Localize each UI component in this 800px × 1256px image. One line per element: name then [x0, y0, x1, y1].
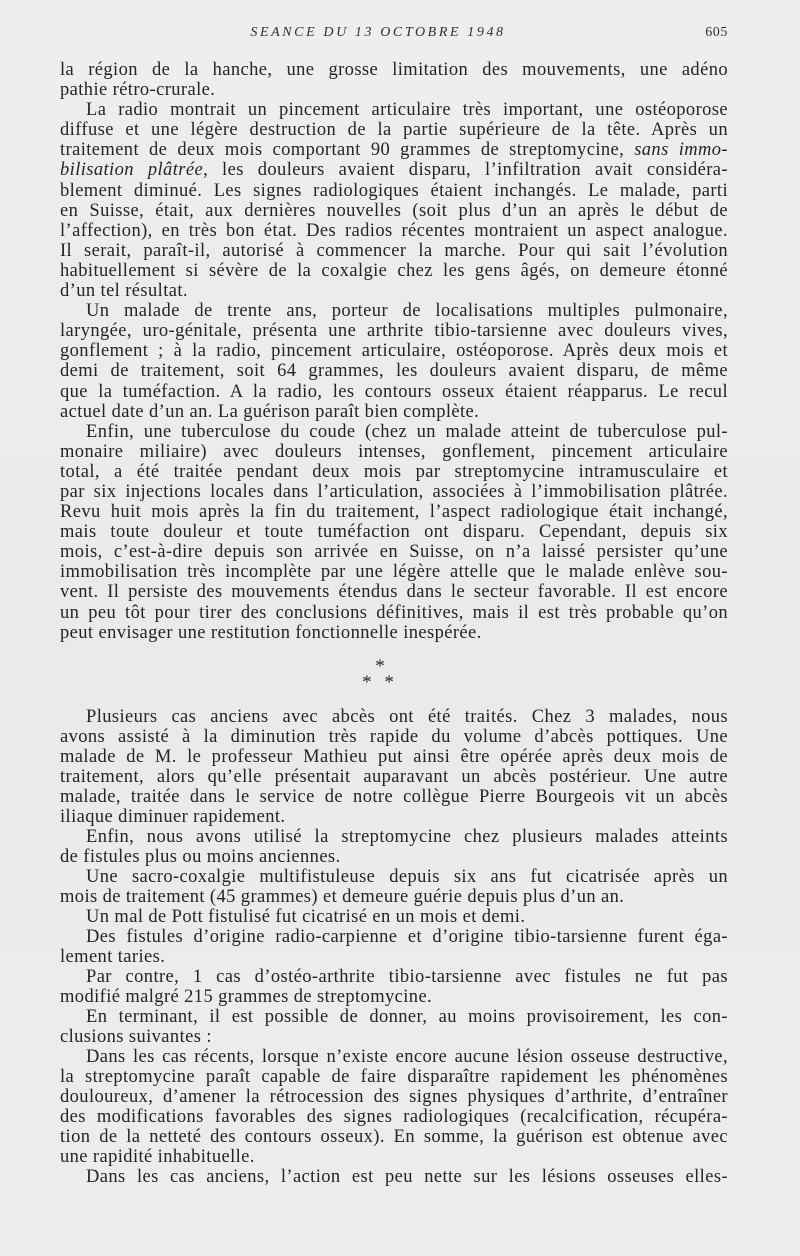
text-line: lement taries. — [60, 947, 166, 967]
text-line: malade de M. le professeur Mathieu put ainsi être opérée après deux mois de — [60, 747, 728, 767]
text-line: laryngée, uro-génitale, présenta une arthrite tibio-tarsienne avec douleurs vives, — [60, 321, 728, 342]
text-line: la streptomycine paraît capable de faire disparaître rapidement les phénomènes — [60, 1067, 728, 1087]
text-line: Une sacro-coxalgie multifistuleuse depuis six ans fut cicatrisée après un — [86, 867, 728, 887]
paragraph — [60, 1047, 728, 1167]
text-line: modifié malgré 215 grammes de streptomycine. — [60, 987, 433, 1007]
text-line: blement diminué. Les signes radiologiques étaient inchangés. Le malade, parti — [60, 180, 728, 201]
text-line: un peu tôt pour tirer des conclusions définitives, mais il est très probable qu’on — [60, 602, 728, 623]
text-line: Un malade de trente ans, porteur de localisations multiples pulmonaire, — [86, 301, 728, 322]
paragraph — [60, 967, 728, 1007]
paragraph — [60, 927, 728, 967]
text-line: d’un tel résultat. — [60, 281, 188, 302]
text-line: de fistules plus ou moins anciennes. — [60, 847, 341, 867]
paragraph — [60, 301, 728, 422]
text-line: vent. Il persiste des mouvements étendus dans le secteur favorable. Il est encore — [60, 582, 728, 603]
text-line: Plusieurs cas anciens avec abcès ont été traités. Chez 3 malades, nous — [86, 707, 728, 727]
asterism-top: * — [375, 656, 385, 677]
text-line: monaire miliaire) avec douleurs intenses, gonflement, pincement articulaire — [60, 441, 728, 462]
text-line: tion de la netteté des contours osseux). En somme, la guérison est obtenue avec — [60, 1127, 728, 1147]
paragraph — [60, 100, 728, 301]
body-section-1 — [60, 60, 728, 643]
text-line: l’affection), en très bon état. Des radios récentes montraient un aspect analogue. — [60, 220, 728, 241]
paragraph — [60, 907, 728, 927]
paragraph — [60, 1007, 728, 1047]
paragraph — [60, 867, 728, 907]
text-line: douloureux, d’amener la rétrocession des signes physiques d’arthrite, d’entraîner — [60, 1087, 728, 1107]
text-line: habituellement si sévère de la coxalgie chez les gens âgés, on demeure étonné — [60, 260, 728, 281]
running-head-title: SEANCE DU 13 OCTOBRE 1948 — [250, 25, 506, 40]
roman-text: traitement de deux mois comportant 90 grammes de streptomycine, — [60, 140, 635, 161]
text-line: peut envisager une restitution fonctionnelle inespérée. — [60, 622, 482, 643]
text-line: En terminant, il est possible de donner, au moins provisoirement, les con- — [86, 1007, 728, 1027]
text-line: Dans les cas récents, lorsque n’existe encore aucune lésion osseuse destructive, — [86, 1047, 728, 1067]
text-line: Des fistules d’origine radio-carpienne et d’origine tibio-tarsienne furent éga- — [86, 927, 728, 947]
text-line: mais toute douleur et toute tuméfaction ont disparu. Cependant, depuis six — [60, 522, 728, 543]
paragraph — [60, 827, 728, 867]
text-line: Il serait, paraît-il, autorisé à commencer la marche. Pour qui sait l’évolution — [60, 240, 728, 261]
text-line: gonflement ; à la radio, pincement articulaire, ostéoporose. Après deux mois et — [60, 341, 728, 362]
text-line: des modifications favorables des signes radiologiques (recalcification, récupéra- — [60, 1107, 728, 1127]
text-line: demi de traitement, soit 64 grammes, les douleurs avaient disparu, de même — [60, 361, 728, 382]
body-section-2 — [60, 707, 728, 1187]
text-line: malade, traitée dans le service de notre collègue Pierre Bourgeois vit un abcès — [60, 787, 728, 807]
text-line: Un mal de Pott fistulisé fut cicatrisé en un mois et demi. — [86, 907, 526, 927]
text-line: Revu huit mois après la fin du traitement, l’aspect radiologique était inchangé, — [60, 502, 728, 523]
text-line: une rapidité inhabituelle. — [60, 1147, 255, 1167]
text-line: que la tuméfaction. A la radio, les contours osseux étaient réapparus. Le recul — [60, 381, 728, 402]
text-line: Enfin, nous avons utilisé la streptomycine chez plusieurs malades atteints — [86, 827, 728, 847]
paragraph — [60, 422, 728, 643]
text-line: iliaque diminuer rapidement. — [60, 807, 286, 827]
asterism-bottom: * * — [362, 672, 398, 693]
text-line: Par contre, 1 cas d’ostéo-arthrite tibio-tarsienne avec fistules ne fut pas — [86, 967, 728, 987]
text-line: la région de la hanche, une grosse limitation des mouvements, une adéno — [60, 60, 728, 80]
text-line: La radio montrait un pincement articulaire très important, une ostéoporose — [86, 100, 728, 121]
text-line: traitement, alors qu’elle présentait auparavant un abcès postérieur. Une autre — [60, 767, 728, 787]
text-line — [60, 160, 728, 180]
text-line: en Suisse, était, aux dernières nouvelles (soit plus d’un an après le début de — [60, 200, 728, 221]
roman-text: , les douleurs avaient disparu, l’infiltration avait considéra- — [203, 160, 728, 181]
paragraph — [60, 707, 728, 827]
text-line: Enfin, une tuberculose du coude (chez un malade atteint de tuberculose pul- — [86, 421, 728, 442]
page-number: 605 — [705, 25, 728, 40]
text-line: actuel date d’un an. La guérison paraît bien complète. — [60, 401, 480, 422]
italic-text: sans immo- — [634, 140, 728, 161]
paragraph — [60, 1167, 728, 1187]
text-line: par six injections locales dans l’articulation, associées à l’immobilisation plâtrée. — [60, 481, 728, 502]
text-line — [60, 140, 728, 160]
text-line: total, a été traitée pendant deux mois par streptomycine intramusculaire et — [60, 461, 728, 482]
text-line: avons assisté à la diminution très rapide du volume d’abcès pottiques. Une — [60, 727, 728, 747]
paragraph — [60, 60, 728, 100]
text-line: clusions suivantes : — [60, 1027, 212, 1047]
italic-text: bilisation plâtrée — [60, 160, 204, 181]
text-line: Dans les cas anciens, l’action est peu nette sur les lésions osseuses elles- — [86, 1167, 728, 1187]
text-line: immobilisation très incomplète par une légère attelle que le malade enlève sou- — [60, 562, 728, 583]
text-line: pathie rétro-crurale. — [60, 80, 216, 101]
text-line: mois de traitement (45 grammes) et demeure guérie depuis plus d’un an. — [60, 887, 625, 907]
text-line: diffuse et une légère destruction de la partie supérieure de la tête. Après un — [60, 120, 728, 141]
text-line: mois, c’est-à-dire depuis son arrivée en Suisse, on n’a laissé persister qu’une — [60, 542, 728, 563]
